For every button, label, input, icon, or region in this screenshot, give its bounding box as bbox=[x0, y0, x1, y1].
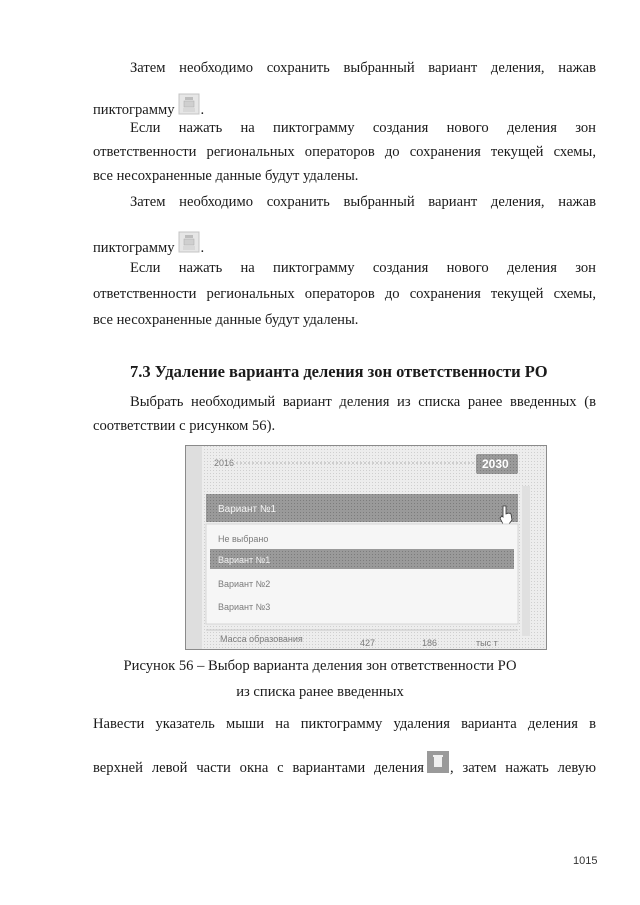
paragraph-5-line-1: Выбрать необходимый вариант деления из списка ранее введенных (в bbox=[130, 394, 596, 410]
paragraph-2-line-3: все несохраненные данные будут удалены. bbox=[93, 168, 359, 184]
section-heading: 7.3 Удаление варианта деления зон ответственности РО bbox=[130, 362, 548, 381]
paragraph-1-end: . bbox=[200, 102, 205, 118]
paragraph-3-text: пиктограмму bbox=[93, 240, 175, 256]
option-variant-3[interactable]: Вариант №3 bbox=[218, 602, 271, 612]
footer-value-1: 427 bbox=[360, 638, 376, 648]
paragraph-1-line-1: Затем необходимо сохранить выбранный вариант деления, нажав bbox=[130, 60, 596, 76]
paragraph-6-text-a: верхней левой части окна с вариантами деления bbox=[93, 760, 424, 776]
year-start-label: 2016 bbox=[214, 458, 235, 468]
figure-56-screenshot bbox=[185, 445, 547, 650]
figure-caption-line-1: Рисунок 56 – Выбор варианта деления зон ответственности РО bbox=[123, 658, 517, 674]
paragraph-3-line-2 bbox=[93, 230, 596, 256]
paragraph-4-line-3: все несохраненные данные будут удалены. bbox=[93, 312, 359, 328]
delete-icon bbox=[426, 750, 450, 774]
save-icon bbox=[177, 230, 201, 254]
save-icon bbox=[177, 92, 201, 116]
figure-caption-line-2: из списка ранее введенных bbox=[236, 684, 404, 700]
paragraph-4-line-1: Если нажать на пиктограмму создания нового деления зон bbox=[130, 260, 596, 276]
footer-value-3: тыс т bbox=[476, 638, 498, 648]
variant-dropdown-value: Вариант №1 bbox=[218, 504, 277, 515]
footer-label: Масса образования bbox=[220, 634, 303, 644]
paragraph-1-text: пиктограмму bbox=[93, 102, 175, 118]
left-map-strip bbox=[186, 446, 202, 649]
footer-value-2: 186 bbox=[422, 638, 438, 648]
option-variant-2[interactable]: Вариант №2 bbox=[218, 579, 271, 589]
paragraph-4-line-2: ответственности региональных операторов до сохранения текущей схемы, bbox=[93, 286, 596, 302]
paragraph-5-line-2: соответствии с рисунком 56). bbox=[93, 418, 276, 434]
paragraph-2-line-1: Если нажать на пиктограмму создания нового деления зон bbox=[130, 120, 596, 136]
page-number: 1015 bbox=[573, 855, 598, 867]
scroll-strip bbox=[522, 486, 530, 636]
paragraph-3-line-1: Затем необходимо сохранить выбранный вариант деления, нажав bbox=[130, 194, 596, 210]
figure-svg bbox=[186, 446, 546, 649]
paragraph-6-line-2 bbox=[93, 750, 596, 776]
paragraph-2-line-2: ответственности региональных операторов до сохранения текущей схемы, bbox=[93, 144, 596, 160]
option-not-selected[interactable]: Не выбрано bbox=[218, 534, 269, 544]
paragraph-6-text-b: , затем нажать левую bbox=[450, 760, 596, 776]
paragraph-3-end: . bbox=[200, 240, 205, 256]
year-end-label: 2030 bbox=[482, 457, 509, 471]
paragraph-6-line-1: Навести указатель мыши на пиктограмму удаления варианта деления в bbox=[93, 716, 596, 732]
option-variant-1[interactable]: Вариант №1 bbox=[218, 555, 271, 565]
paragraph-1-line-2 bbox=[93, 92, 596, 118]
